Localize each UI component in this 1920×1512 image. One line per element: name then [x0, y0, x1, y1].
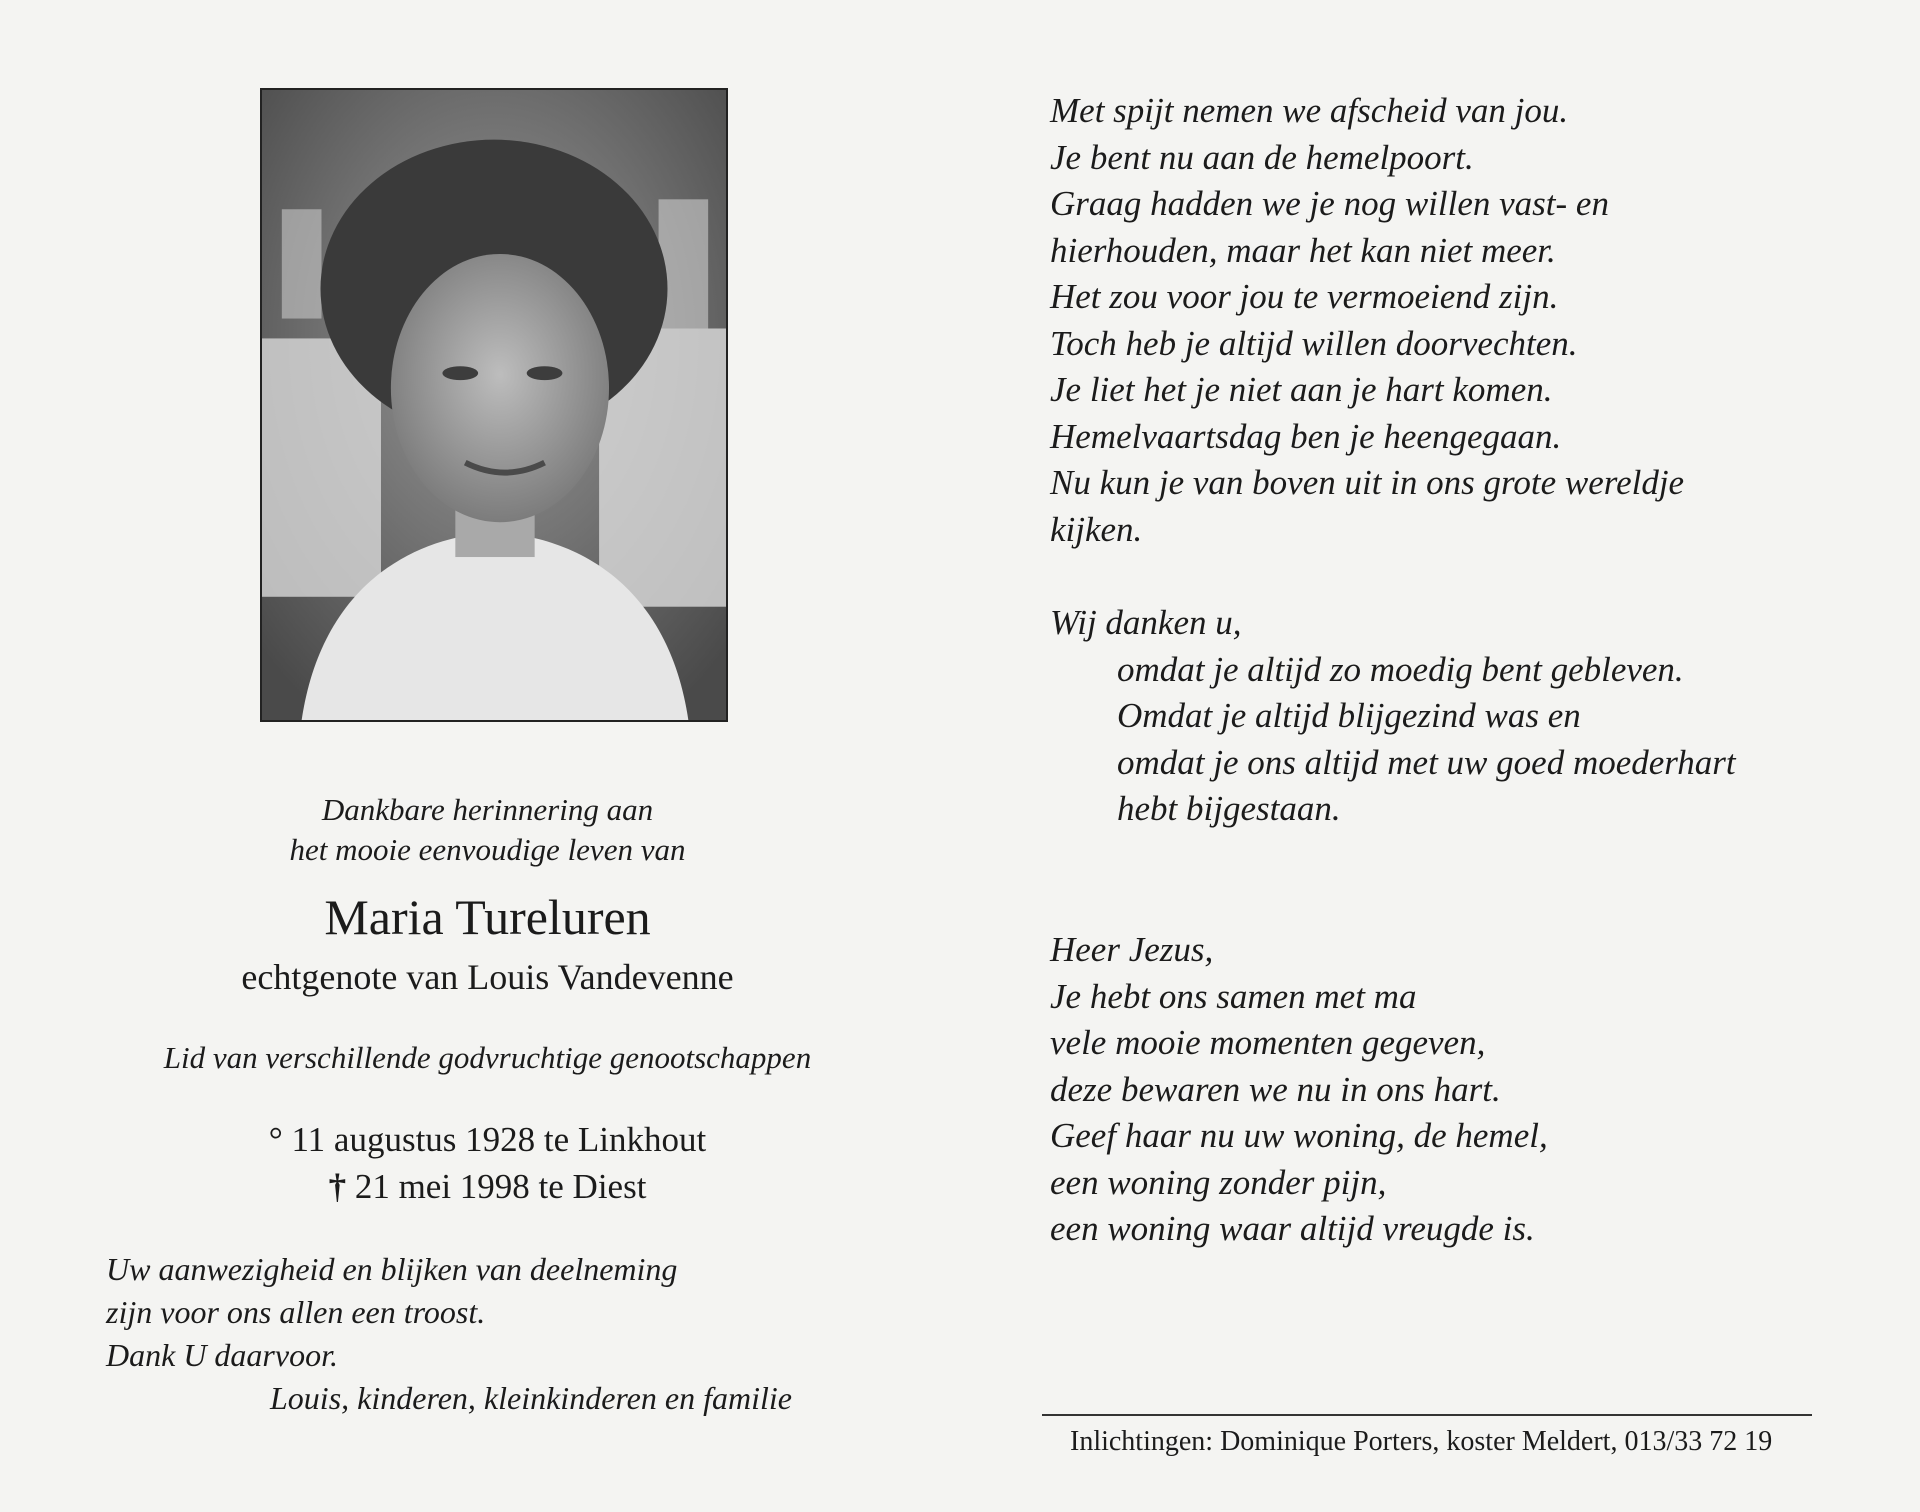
poem-thanks	[1050, 600, 1736, 833]
portrait-photo	[260, 88, 728, 722]
poem-line: kijken.	[1050, 509, 1143, 549]
poem-line: hierhouden, maar het kan niet meer.	[1050, 230, 1556, 270]
portrait-icon	[262, 90, 726, 720]
life-dates	[120, 1116, 855, 1210]
birth-line	[120, 1116, 855, 1163]
poem-line: Je liet het je niet aan je hart komen.	[1050, 370, 1553, 409]
poem-line: Wij danken u,	[1050, 603, 1242, 642]
contact-info: Inlichtingen: Dominique Porters, koster Meldert, 013/33 72 19	[1070, 1426, 1773, 1457]
poem-line: Het zou voor jou te vermoeiend zijn.	[1050, 277, 1559, 316]
intro-line: Dankbare herinnering aan	[321, 792, 654, 827]
poem-line: Hemelvaartsdag ben je heengegaan.	[1050, 416, 1562, 456]
poem-line: deze bewaren we nu in ons hart.	[1050, 1069, 1501, 1109]
thanks-message	[106, 1248, 792, 1420]
cross-icon: †	[328, 1167, 347, 1206]
poem-line: Omdat je altijd blijgezind was en	[1117, 696, 1581, 735]
poem-prayer	[1050, 927, 1548, 1253]
intro-text	[120, 790, 855, 870]
spouse-line: echtgenote van Louis Vandevenne	[241, 957, 734, 997]
poem-line: omdat je altijd zo moedig bent gebleven.	[1117, 649, 1684, 689]
thanks-line: Uw aanwezigheid en blijken van deelneming	[106, 1251, 678, 1287]
poem-line: hebt bijgestaan.	[1117, 789, 1341, 828]
poem-line: omdat je ons altijd met uw goed moederhart	[1117, 742, 1736, 782]
thanks-line: Dank U daarvoor.	[106, 1337, 338, 1373]
deceased-name: Maria Tureluren	[324, 889, 651, 945]
thanks-line: zijn voor ons allen een troost.	[106, 1294, 486, 1330]
poem-line: Nu kun je van boven uit in ons grote wereldje	[1050, 463, 1685, 502]
poem-line: Geef haar nu uw woning, de hemel,	[1050, 1116, 1548, 1155]
poem-line: vele mooie momenten gegeven,	[1050, 1023, 1486, 1062]
birth-text: 11 augustus 1928 te Linkhout	[291, 1120, 707, 1159]
poem-line: Heer Jezus,	[1050, 930, 1214, 969]
family-signature: Louis, kinderen, kleinkinderen en familie	[270, 1380, 792, 1416]
death-line	[120, 1163, 855, 1210]
poem-line: Toch heb je altijd willen doorvechten.	[1050, 323, 1578, 363]
poem-line: Graag hadden we je nog willen vast- en	[1050, 184, 1609, 223]
birth-symbol: °	[268, 1120, 283, 1159]
death-text: 21 mei 1998 te Diest	[354, 1167, 647, 1206]
poem-line: een woning waar altijd vreugde is.	[1050, 1209, 1535, 1248]
divider-line	[1042, 1414, 1812, 1416]
poem-line: Je bent nu aan de hemelpoort.	[1050, 137, 1474, 177]
poem-farewell	[1050, 88, 1684, 553]
intro-line: het mooie eenvoudige leven van	[289, 832, 686, 867]
membership-line: Lid van verschillende godvruchtige genootschappen	[163, 1040, 812, 1075]
poem-line: een woning zonder pijn,	[1050, 1162, 1387, 1202]
poem-line: Met spijt nemen we afscheid van jou.	[1050, 91, 1569, 130]
poem-line: Je hebt ons samen met ma	[1050, 976, 1417, 1016]
